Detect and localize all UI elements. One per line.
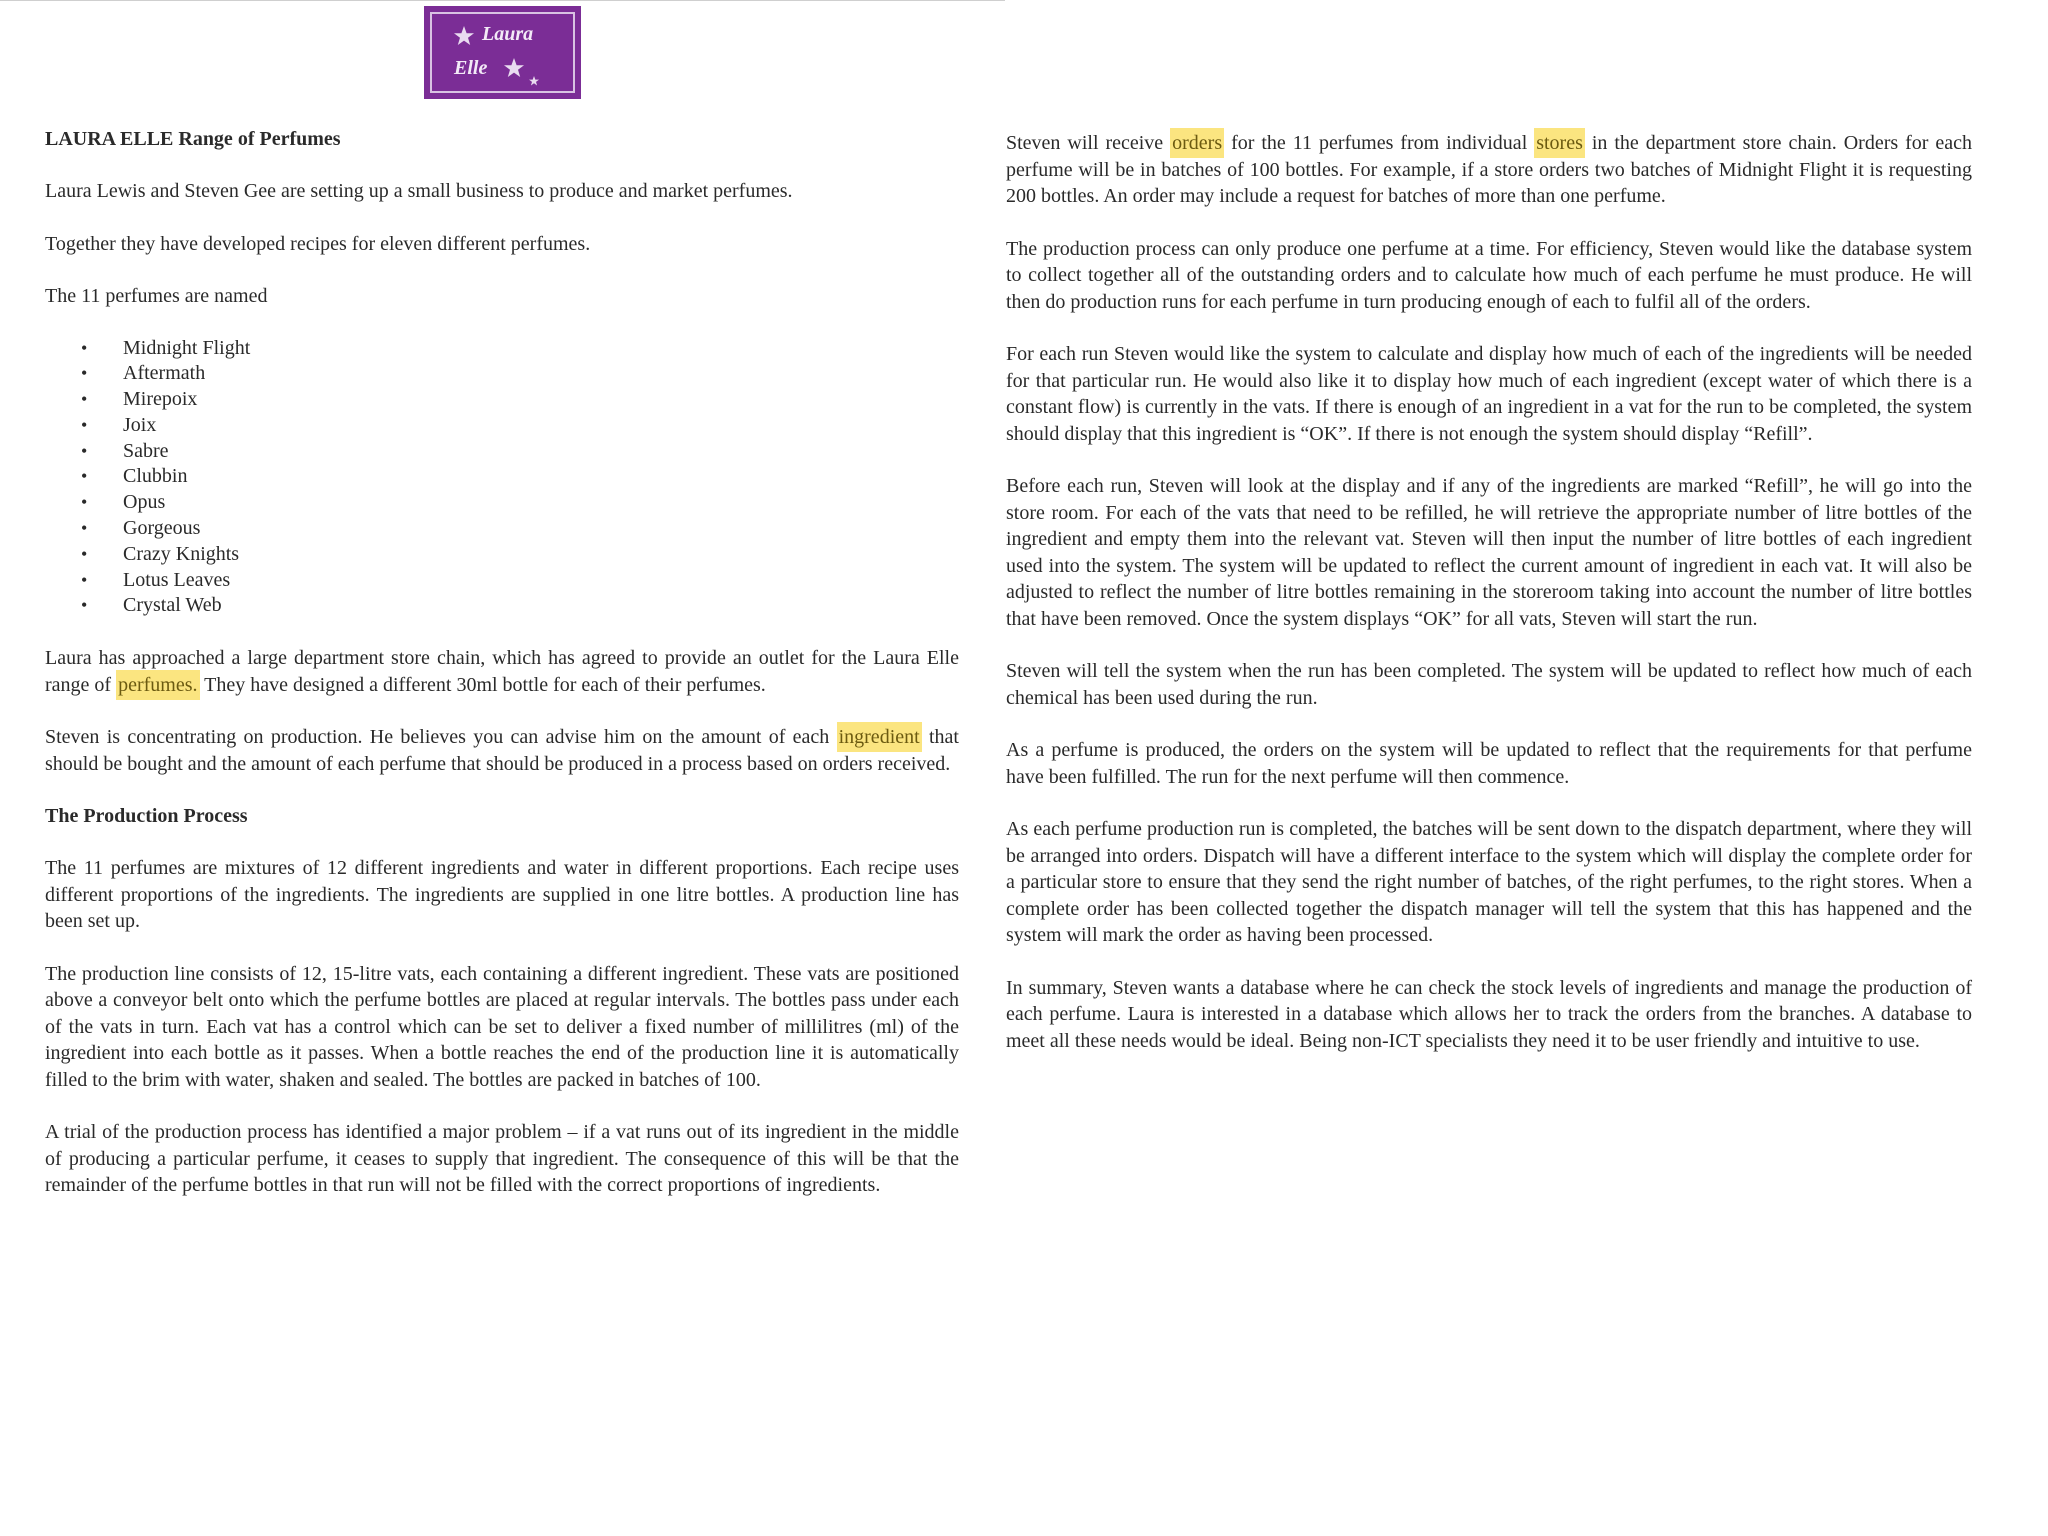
highlight-perfumes: perfumes. <box>116 670 199 700</box>
production-heading: The Production Process <box>45 805 248 828</box>
left-column <box>45 126 959 1199</box>
intro-paragraph-3: The 11 perfumes are named <box>45 285 268 307</box>
text-segment: in the department store chain. Orders for each perfume will be in batches of 100 bottles. For example, if a store orders two batches of Midnight Flight it is requesting 200 bottles. An order may include a request for batches of more than one perfume. <box>1006 132 1973 207</box>
text-segment: Steven is concentrating on production. He believes you can advise him on the amount of each <box>45 726 837 749</box>
list-item: • Clubbin <box>45 464 959 490</box>
svg-text:Elle: Elle <box>454 57 488 79</box>
list-item: • Opus <box>45 490 959 516</box>
text-segment: for the 11 perfumes from individual <box>1224 132 1535 154</box>
text-segment: that should be bought and the amount of each perfume that should be produced in a process based on orders received. <box>45 726 959 775</box>
mixtures-paragraph: The 11 perfumes are mixtures of 12 different ingredients and water in different proportions. Each recipe uses different proportions of the ingredients. The ingredients are supplied in one litre bottles. A production line has been set up. <box>45 857 959 933</box>
text-segment: Laura has approached a large department store chain, which has agreed to provide an outlet for the Laura Elle range of <box>45 647 959 696</box>
top-divider <box>0 0 1005 1</box>
steven-paragraph <box>45 724 959 777</box>
highlight-stores: stores <box>1534 128 1585 158</box>
trial-paragraph: A trial of the production process has identified a major problem – if a vat runs out of its ingredient in the middle of producing a particular perfume, it ceases to supply that ingredient. The consequence of this will be that the remainder of the perfume bottles in that run will not be filled with the correct proportions of ingredients. <box>45 1121 959 1197</box>
list-item: • Crazy Knights <box>45 542 959 568</box>
list-item: • Joix <box>45 413 959 439</box>
perfume-list <box>45 336 959 620</box>
text-segment: They have designed a different 30ml bottle for each of their perfumes. <box>199 673 766 696</box>
text-segment: Steven will receive <box>1006 132 1171 154</box>
list-item: • Sabre <box>45 439 959 465</box>
list-item: • Mirepoix <box>45 387 959 413</box>
produced-paragraph: As a perfume is produced, the orders on the system will be updated to reflect that the requirements for that perfume have been fulfilled. The run for the next perfume will then commence. <box>1006 739 1972 788</box>
document-title: LAURA ELLE Range of Perfumes <box>45 128 341 150</box>
list-item: • Aftermath <box>45 361 959 387</box>
summary-paragraph: In summary, Steven wants a database where he can check the stock levels of ingredients and manage the production of each perfume. Laura is interested in a database which allows her to track the orders from the branches. A database to meet all these needs would be ideal. Being non-ICT specialists they need it to be user friendly and intuitive to use. <box>1006 976 1972 1052</box>
production-line-paragraph: The production line consists of 12, 15-litre vats, each containing a different ingredient. These vats are positioned above a conveyor belt onto which the perfume bottles are placed at regular intervals. The bottles pass under each of the vats in turn. Each vat has a control which can be set to deliver a fixed number of millilitres (ml) of the ingredient into each bottle as it passes. When a bottle reaches the end of the production line it is automatically filled to the brim with water, shaken and sealed. The bottles are packed in batches of 100. <box>45 962 959 1091</box>
list-item: • Midnight Flight <box>45 336 959 362</box>
store-paragraph <box>45 645 959 698</box>
process-paragraph: The production process can only produce one perfume at a time. For efficiency, Steven would like the database system to collect together all of the outstanding orders and to calculate how much of each perfume he must produce. He will then do production runs for each perfume in turn producing enough of each to fulfil all of the orders. <box>1006 237 1972 313</box>
highlight-orders: orders <box>1170 128 1224 158</box>
list-item: • Lotus Leaves <box>45 568 959 594</box>
intro-paragraph-1: Laura Lewis and Steven Gee are setting up a small business to produce and market perfumes. <box>45 180 793 202</box>
logo-stars-icon <box>424 6 581 99</box>
highlight-ingredient: ingredient <box>837 722 922 752</box>
right-column <box>1006 130 1972 1054</box>
list-item: • Gorgeous <box>45 516 959 542</box>
laura-elle-logo <box>424 6 581 99</box>
list-item: • Crystal Web <box>45 593 959 619</box>
dispatch-paragraph: As each perfume production run is completed, the batches will be sent down to the dispatch department, where they will be arranged into orders. Dispatch will have a different interface to the system which will display the complete order for a particular store to ensure that they send the right number of batches, of the right perfumes, to the right stores. When a complete order has been collected together the dispatch manager will tell the system that this has happened and the system will mark the order as having been processed. <box>1006 818 1972 946</box>
complete-paragraph: Steven will tell the system when the run has been completed. The system will be updated to reflect how much of each chemical has been used during the run. <box>1006 660 1972 709</box>
svg-text:Laura: Laura <box>482 23 534 45</box>
intro-paragraph-2: Together they have developed recipes for eleven different perfumes. <box>45 232 591 255</box>
refill-paragraph: Before each run, Steven will look at the display and if any of the ingredients are marked “Refill”, he will go into the store room. For each of the vats that need to be refilled, he will retrieve the appropriate number of litre bottles of the ingredient and empty them into the relevant vat. Steven will then input the number of litre bottles of each ingredient used into the system. The system will be updated to reflect the current amount of ingredient in each vat. It will also be adjusted to reflect the number of litre bottles remaining in the storeroom taking into account the number of litre bottles that have been removed. Once the system displays “OK” for all vats, Steven will start the run. <box>1006 475 1972 630</box>
orders-paragraph <box>1006 130 1972 210</box>
run-paragraph: For each run Steven would like the system to calculate and display how much of each of the ingredients will be needed for that particular run. He would also like it to display how much of each ingredient (except water of which there is a constant flow) is currently in the vats. If there is enough of an ingredient in a vat for the run to be completed, the system should display that this ingredient is “OK”. If there is not enough the system should display “Refill”. <box>1006 343 1972 445</box>
